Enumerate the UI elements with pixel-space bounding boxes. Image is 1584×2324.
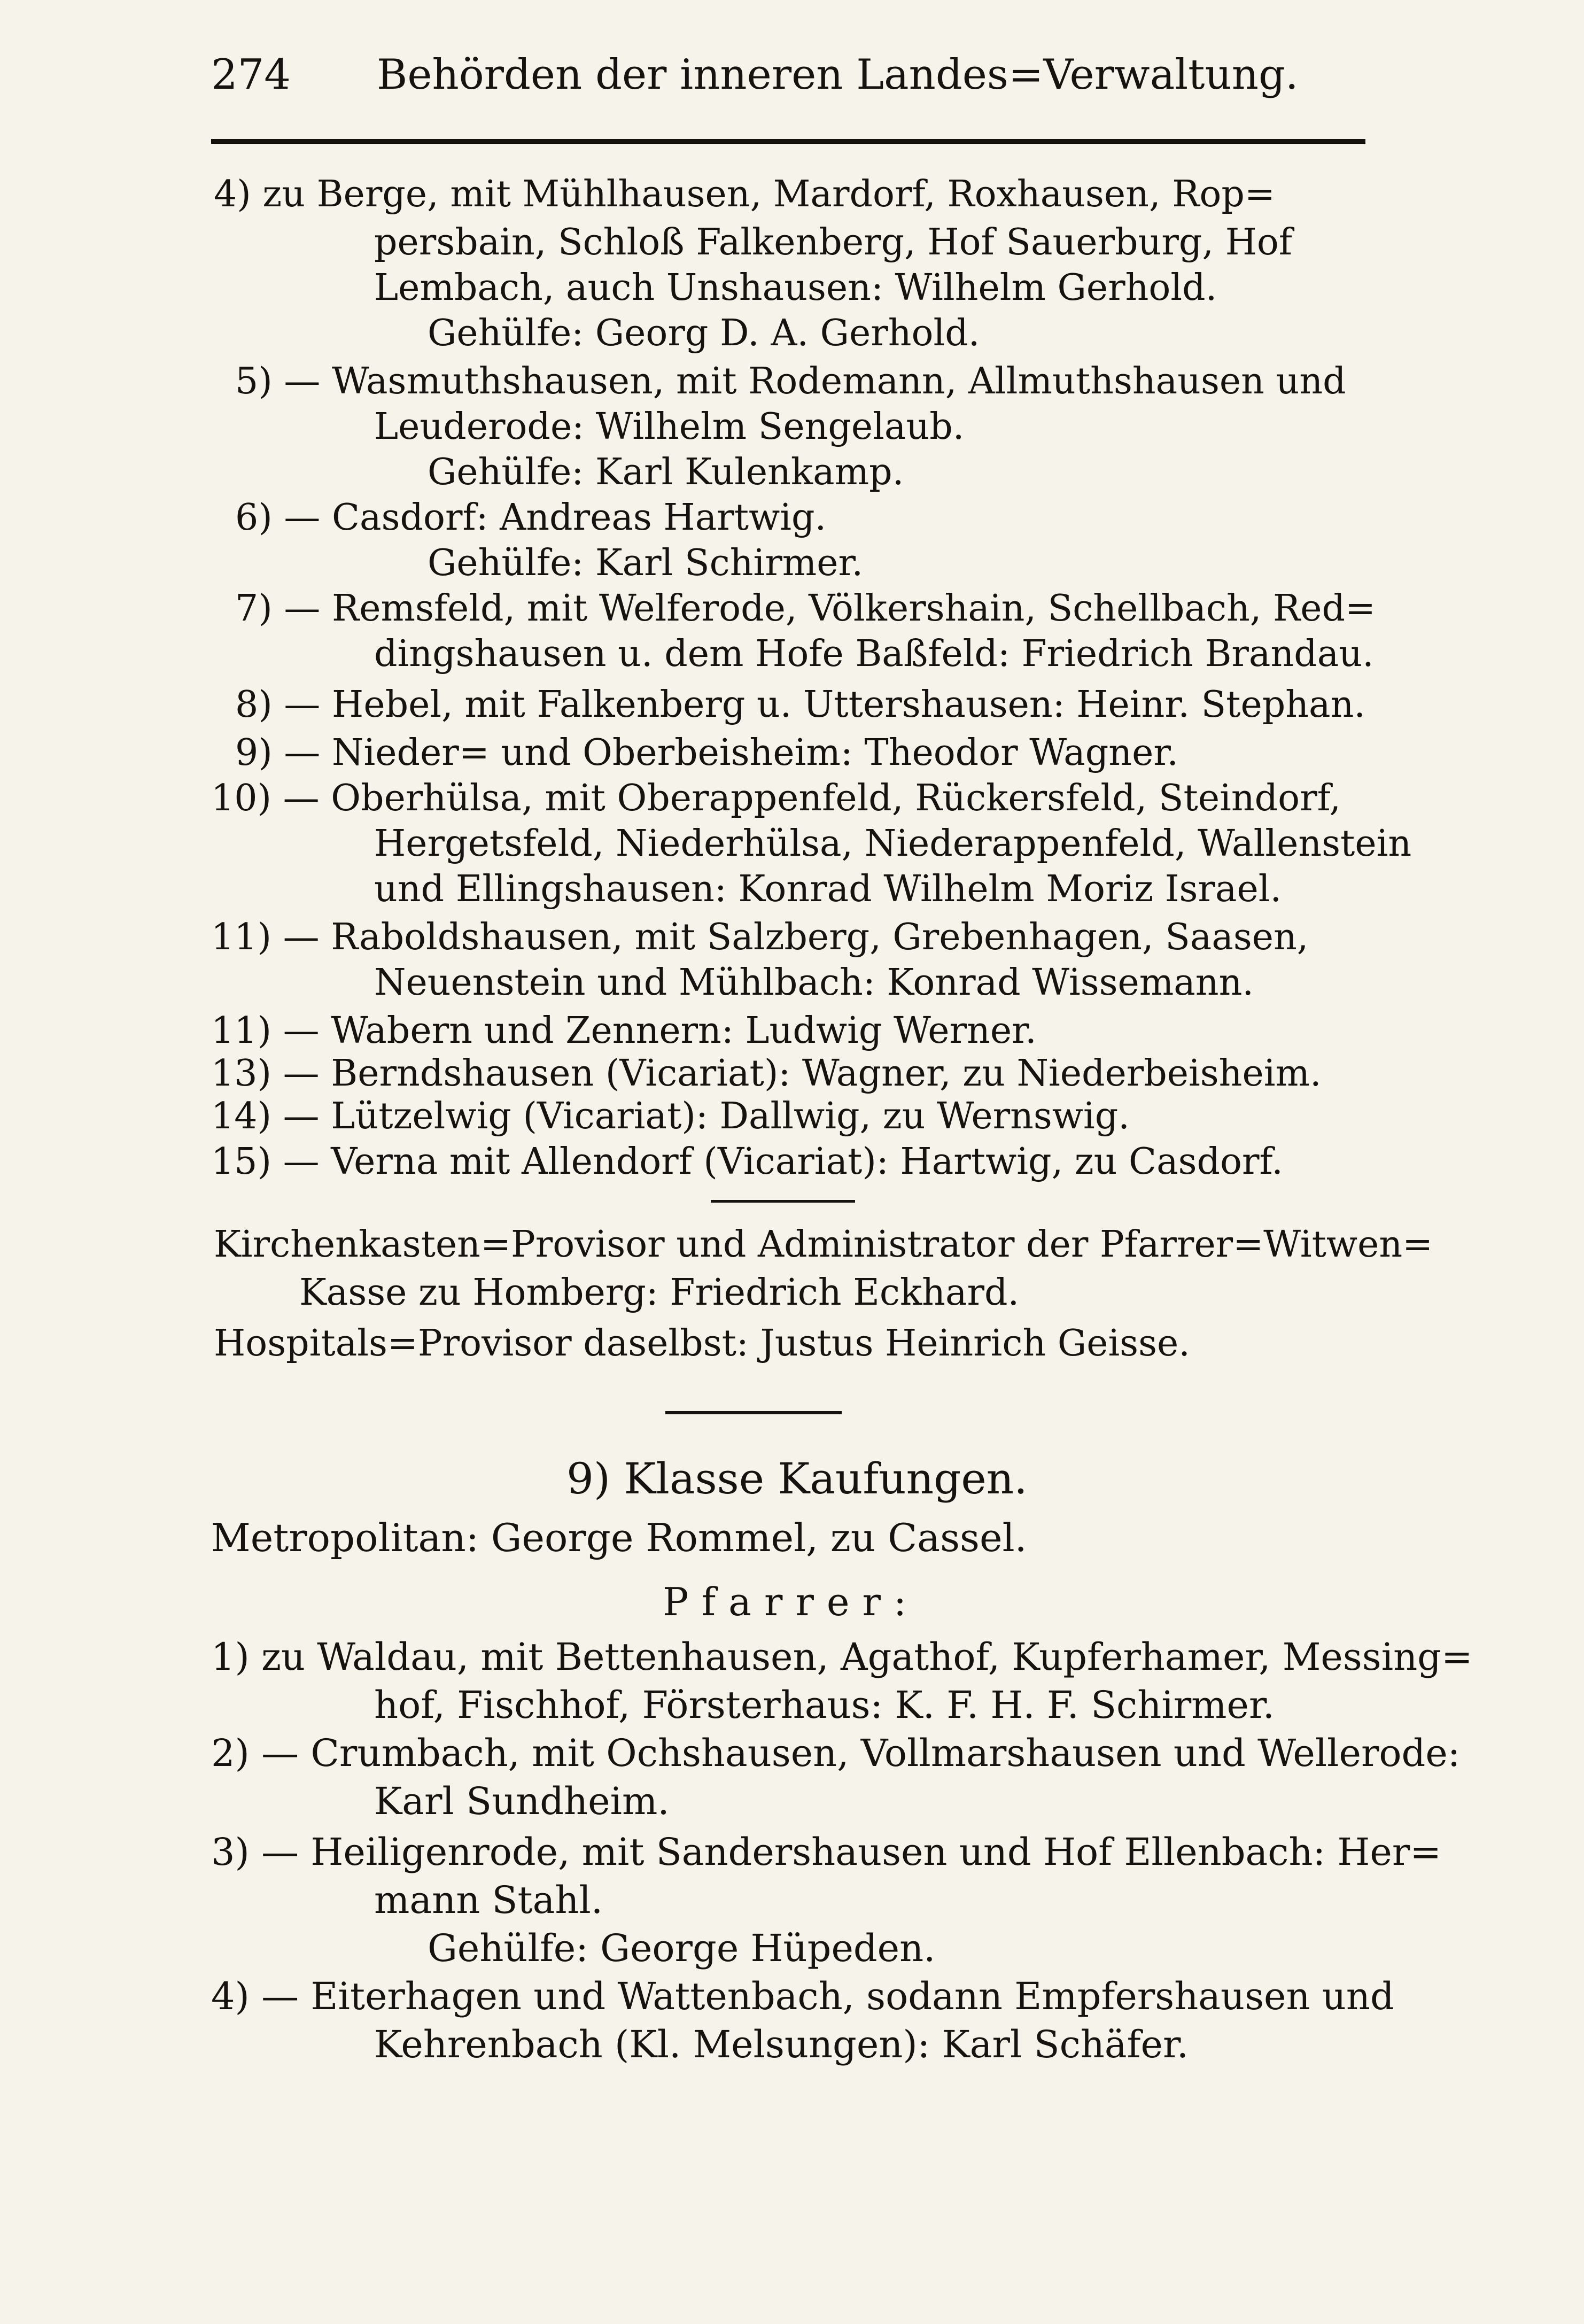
entry-line: 8) — Hebel, mit Falkenberg u. Uttershausen: Heinr. Stephan. (235, 684, 1366, 726)
page-title: Behörden der inneren Landes=Verwaltung. (377, 51, 1299, 99)
entry-line: Leuderode: Wilhelm Sengelaub. (374, 406, 965, 448)
provisor-line: Hospitals=Provisor daselbst: Justus Heinrich Geisse. (214, 1322, 1190, 1365)
entry-line: Gehülfe: Georg D. A. Gerhold. (428, 312, 980, 354)
entry-line: 4) zu Berge, mit Mühlhausen, Mardorf, Roxhausen, Rop= (214, 173, 1275, 215)
entry-line: 1) zu Waldau, mit Bettenhausen, Agathof, Kupferhamer, Messing= (211, 1635, 1473, 1679)
entry-line: Neuenstein und Mühlbach: Konrad Wissemann. (374, 962, 1254, 1004)
entry-line: 11) — Raboldshausen, mit Salzberg, Grebenhagen, Saasen, (211, 916, 1309, 958)
entry-line: 6) — Casdorf: Andreas Hartwig. (235, 497, 827, 539)
metropolitan-line: Metropolitan: George Rommel, zu Cassel. (211, 1515, 1027, 1560)
page-header (211, 51, 1299, 99)
entry-line: 11) — Wabern und Zennern: Ludwig Werner. (211, 1010, 1037, 1052)
entry-line: 7) — Remsfeld, mit Welferode, Völkershain, Schellbach, Red= (235, 587, 1376, 630)
page-number: 274 (211, 51, 291, 99)
entry-line: 2) — Crumbach, mit Ochshausen, Vollmarshausen und Wellerode: (211, 1731, 1461, 1775)
entry-line: 15) — Verna mit Allendorf (Vicariat): Hartwig, zu Casdorf. (211, 1141, 1283, 1183)
entry-line: hof, Fischhof, Försterhaus: K. F. H. F. Schirmer. (374, 1683, 1275, 1727)
pfarrer-label: Pfarrer: (663, 1579, 920, 1624)
section-divider (711, 1200, 855, 1203)
provisor-line: Kasse zu Homberg: Friedrich Eckhard. (299, 1272, 1020, 1314)
section-divider (665, 1411, 842, 1414)
entry-line: mann Stahl. (374, 1878, 603, 1922)
entry-line: 4) — Eiterhagen und Wattenbach, sodann Empfershausen und (211, 1974, 1394, 2018)
entry-line: 9) — Nieder= und Oberbeisheim: Theodor Wagner. (235, 732, 1179, 774)
entry-line: 5) — Wasmuthshausen, mit Rodemann, Allmuthshausen und (235, 360, 1346, 402)
entry-line: Gehülfe: Karl Schirmer. (428, 542, 864, 584)
entry-line: dingshausen u. dem Hofe Baßfeld: Friedrich Brandau. (374, 633, 1374, 675)
provisor-line: Kirchenkasten=Provisor und Administrator der Pfarrer=Witwen= (214, 1223, 1433, 1266)
entry-line: Karl Sundheim. (374, 1779, 670, 1823)
entry-line: persbain, Schloß Falkenberg, Hof Sauerburg, Hof (374, 221, 1293, 264)
entry-line: Lembach, auch Unshausen: Wilhelm Gerhold. (374, 267, 1217, 309)
entry-line: 10) — Oberhülsa, mit Oberappenfeld, Rückersfeld, Steindorf, (211, 777, 1341, 819)
section-heading: 9) Klasse Kaufungen. (566, 1454, 1028, 1504)
entry-line: und Ellingshausen: Konrad Wilhelm Moriz Israel. (374, 868, 1282, 910)
entry-line: 13) — Berndshausen (Vicariat): Wagner, zu Niederbeisheim. (211, 1052, 1322, 1095)
entry-line: 14) — Lützelwig (Vicariat): Dallwig, zu Wernswig. (211, 1095, 1130, 1137)
entry-line: 3) — Heiligenrode, mit Sandershausen und Hof Ellenbach: Her= (211, 1830, 1441, 1874)
entry-line: Kehrenbach (Kl. Melsungen): Karl Schäfer. (374, 2023, 1189, 2066)
entry-line: Gehülfe: Karl Kulenkamp. (428, 451, 904, 493)
header-rule (211, 139, 1365, 144)
entry-line: Hergetsfeld, Niederhülsa, Niederappenfeld, Wallenstein (374, 823, 1412, 865)
entry-line: Gehülfe: George Hüpeden. (428, 1926, 936, 1970)
